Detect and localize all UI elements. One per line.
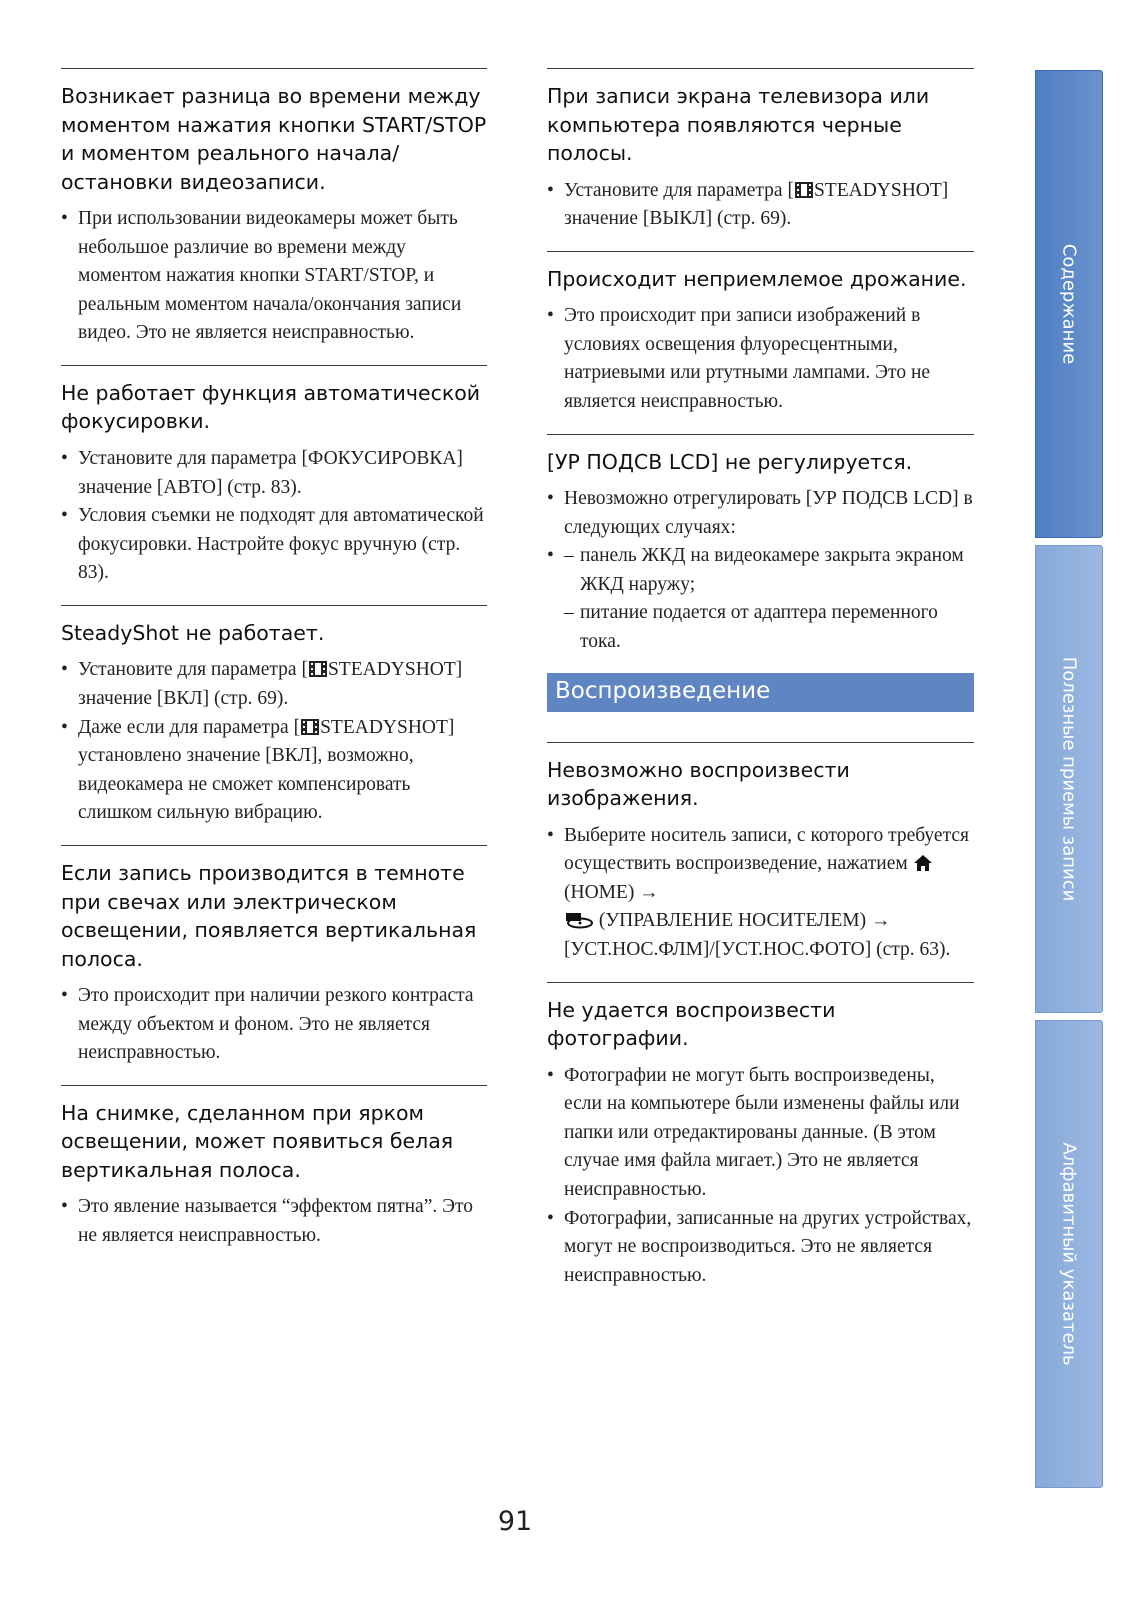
section-heading: SteadyShot не работает.	[61, 620, 325, 645]
media-management-label: (УПРАВЛЕНИЕ НОСИТЕЛЕМ)	[598, 910, 867, 932]
bullet-item	[61, 656, 487, 713]
tab-label: Содержание	[1058, 243, 1080, 365]
tab-contents[interactable]	[1035, 70, 1103, 538]
section-heading: Не удается воспроизвести фотографии.	[547, 997, 836, 1051]
bullet-text: Установите для параметра [	[564, 179, 794, 201]
arrow-icon: →	[639, 881, 659, 903]
bullet-item: • Фотографии, записанные на других устройствах, могут не воспроизводиться. Это не является неисправностью.	[547, 1205, 974, 1291]
bullet-text: STEADYSHOT] значение [ВЫКЛ] (стр. 69).	[564, 179, 949, 230]
section-heading: На снимке, сделанном при ярком освещении, может появиться белая вертикальная полоса.	[61, 1100, 454, 1182]
bullet-item	[547, 177, 974, 234]
bullet-text: [УСТ.НОС.ФЛМ]/[УСТ.НОС.ФОТО] (стр. 63).	[564, 939, 951, 960]
bullet-item	[547, 822, 974, 965]
tab-label: Полезные приемы записи	[1058, 656, 1080, 902]
section-vertical-band-dark	[61, 845, 487, 1068]
section-black-bands	[547, 68, 974, 234]
home-label: (HOME)	[564, 881, 635, 903]
home-icon	[913, 854, 933, 872]
section-autofocus	[61, 365, 487, 588]
tab-label: Алфавитный указатель	[1058, 1142, 1080, 1366]
section-shaking	[547, 251, 974, 417]
bullet-item: • Установите для параметра [ФОКУСИРОВКА] значение [АВТО] (стр. 83).	[61, 445, 487, 502]
section-heading: Если запись производится в темноте при свечах или электрическом освещении, появляется вертикальная полоса.	[61, 861, 477, 971]
bullet-item: • Фотографии не могут быть воспроизведены, если на компьютере были изменены файлы или папки или отредактированы данные. (В этом случае имя файла мигает.) Это не является неисправностью.	[547, 1062, 974, 1205]
bullet-item: • Невозможно отрегулировать [УР ПОДСВ LCD] в следующих случаях:	[547, 485, 974, 542]
sub-item-wrapper	[547, 542, 974, 656]
section-cannot-play-photos	[547, 982, 974, 1291]
film-steadyshot-icon	[794, 181, 814, 199]
media-management-icon	[564, 911, 594, 929]
section-lcd-backlight	[547, 434, 974, 657]
tab-useful-tips[interactable]	[1035, 545, 1103, 1013]
bullet-text: Даже если для параметра [	[78, 716, 301, 738]
section-heading: Возникает разница во времени между моментом нажатия кнопки START/STOP и моментом реального начала/остановки видеозаписи.	[61, 84, 487, 194]
category-banner-playback: Воспроизведение	[547, 673, 974, 712]
section-white-band	[61, 1085, 487, 1251]
left-column	[61, 68, 487, 1267]
bullet-item: • Это происходит при наличии резкого контраста между объектом и фоном. Это не является неисправностью.	[61, 982, 487, 1068]
section-start-stop-delay	[61, 68, 487, 348]
section-heading: При записи экрана телевизора или компьютера появляются черные полосы.	[547, 84, 930, 165]
bullet-item: • Это явление называется “эффектом пятна”. Это не является неисправностью.	[61, 1193, 487, 1250]
bullet-item: • При использовании видеокамеры может быть небольшое различие во времени между моментом нажатия кнопки START/STOP, и реальным моментом начала/окончания записи видео. Это не является неисправностью.	[61, 205, 487, 348]
bullet-text: STEADYSHOT] значение [ВКЛ] (стр. 69).	[78, 659, 463, 710]
section-heading: Происходит неприемлемое дрожание.	[547, 266, 967, 291]
arrow-icon: →	[870, 910, 891, 932]
bullet-item	[61, 714, 487, 828]
page-number: 91	[497, 1506, 533, 1537]
section-heading: [УР ПОДСВ LCD] не регулируется.	[547, 449, 913, 474]
film-steadyshot-icon	[308, 660, 328, 678]
bullet-item: • Условия съемки не подходят для автоматической фокусировки. Настройте фокус вручную (стр. 83).	[61, 502, 487, 588]
bullet-item: • Это происходит при записи изображений в условиях освещения флуоресцентными, натриевыми или ртутными лампами. Это не является неисправностью.	[547, 302, 974, 416]
section-cannot-play	[547, 742, 974, 965]
bullet-text: Выберите носитель записи, с которого требуется осуществить воспроизведение, нажатием	[564, 824, 969, 875]
bullet-text: Установите для параметра [	[78, 659, 308, 681]
section-heading: Не работает функция автоматической фокусировки.	[61, 380, 481, 434]
bullet-text: STEADYSHOT] установлено значение [ВКЛ], возможно, видеокамера не сможет компенсировать слишком сильную вибрацию.	[78, 716, 455, 824]
right-column	[547, 68, 974, 1307]
dash-item: – • панель ЖКД на видеокамере закрыта экраном ЖКД наружу;	[564, 542, 974, 599]
section-heading: Невозможно воспроизвести изображения.	[547, 757, 850, 811]
dash-item: – питание подается от адаптера переменного тока.	[564, 599, 974, 656]
film-steadyshot-icon	[300, 718, 320, 736]
section-steadyshot	[61, 605, 487, 828]
tab-alphabetical-index[interactable]	[1035, 1020, 1103, 1488]
